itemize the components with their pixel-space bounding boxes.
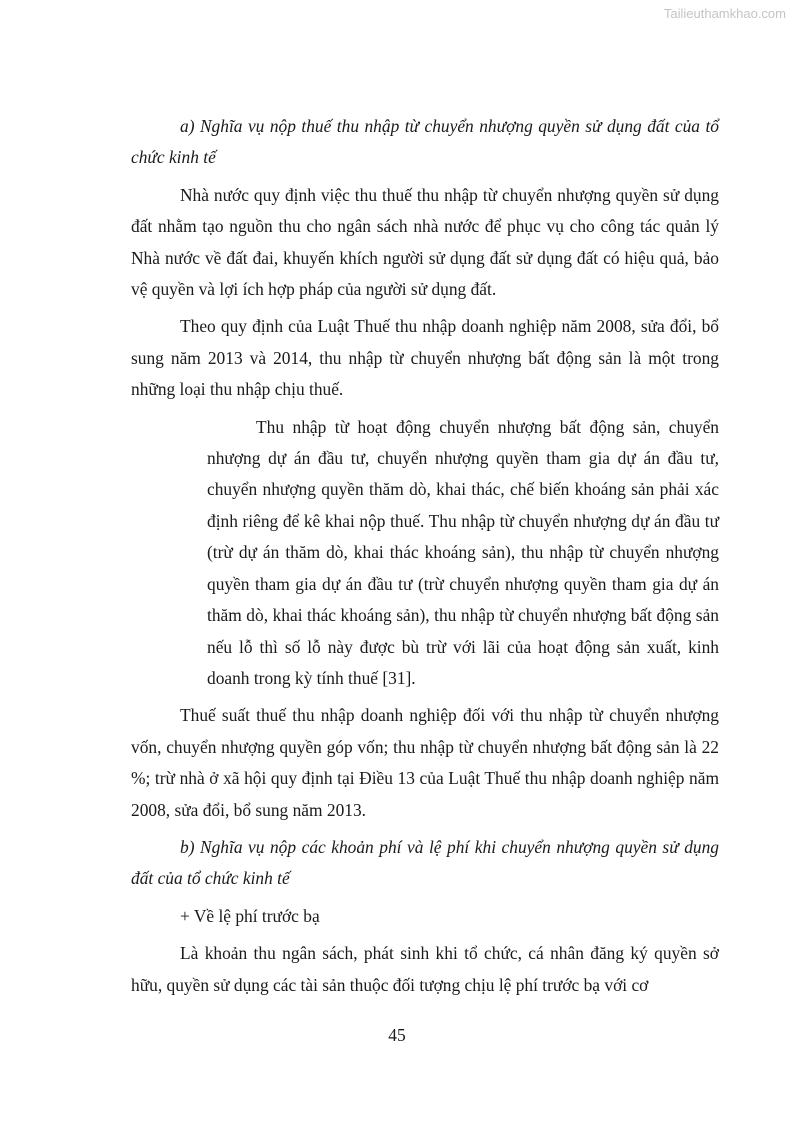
paragraph-1: Nhà nước quy định việc thu thuế thu nhập từ chuyển nhượng quyền sử dụng đất nhằm tạo nguồn thu cho ngân sách nhà nước để phục vụ cho công tác quản lý Nhà nước về đất đai, khuyến khích người sử dụng đất sử dụng đất có hiệu quả, bảo vệ quyền và lợi ích hợp pháp của người sử dụng đất. <box>131 184 719 300</box>
section-heading-a: a) Nghĩa vụ nộp thuế thu nhập từ chuyển nhượng quyền sử dụng đất của tổ chức kinh tế <box>131 116 719 168</box>
paragraph-2: Theo quy định của Luật Thuế thu nhập doanh nghiệp năm 2008, sửa đổi, bổ sung năm 2013 và 2014, thu nhập từ chuyển nhượng bất động sản là một trong những loại thu nhập chịu thuế. <box>131 316 719 400</box>
paragraph-4: Là khoản thu ngân sách, phát sinh khi tổ chức, cá nhân đăng ký quyền sở hữu, quyền sử dụng các tài sản thuộc đối tượng chịu lệ phí trước bạ với cơ <box>131 943 719 995</box>
watermark-text: Tailieuthamkhao.com <box>663 6 786 21</box>
bullet-item: + Về lệ phí trước bạ <box>180 905 320 926</box>
block-quote: Thu nhập từ hoạt động chuyển nhượng bất động sản, chuyển nhượng dự án đầu tư, chuyển nhượng quyền tham gia dự án đầu tư, chuyển nhượng quyền thăm dò, khai thác, chế biến khoáng sản phải xác định riêng để kê khai nộp thuế. Thu nhập từ chuyển nhượng dự án đầu tư (trừ dự án thăm dò, khai thác khoáng sản), thu nhập từ chuyển nhượng quyền tham gia dự án đầu tư (trừ chuyển nhượng quyền tham gia dự án thăm dò, khai thác khoáng sản), thu nhập từ chuyển nhượng bất động sản nếu lỗ thì số lỗ này được bù trừ với lãi của hoạt động sản xuất, kinh doanh trong kỳ tính thuế [31]. <box>207 416 719 688</box>
page-number: 45 <box>388 1025 406 1045</box>
section-heading-b: b) Nghĩa vụ nộp các khoản phí và lệ phí khi chuyển nhượng quyền sử dụng đất của tổ chức kinh tế <box>131 836 719 889</box>
paragraph-3: Thuế suất thuế thu nhập doanh nghiệp đối với thu nhập từ chuyển nhượng vốn, chuyển nhượng quyền góp vốn; thu nhập từ chuyển nhượng bất động sản là 22 %; trừ nhà ở xã hội quy định tại Điều 13 của Luật Thuế thu nhập doanh nghiệp năm 2008, sửa đổi, bổ sung năm 2013. <box>131 705 719 820</box>
document-body <box>131 111 719 1007</box>
